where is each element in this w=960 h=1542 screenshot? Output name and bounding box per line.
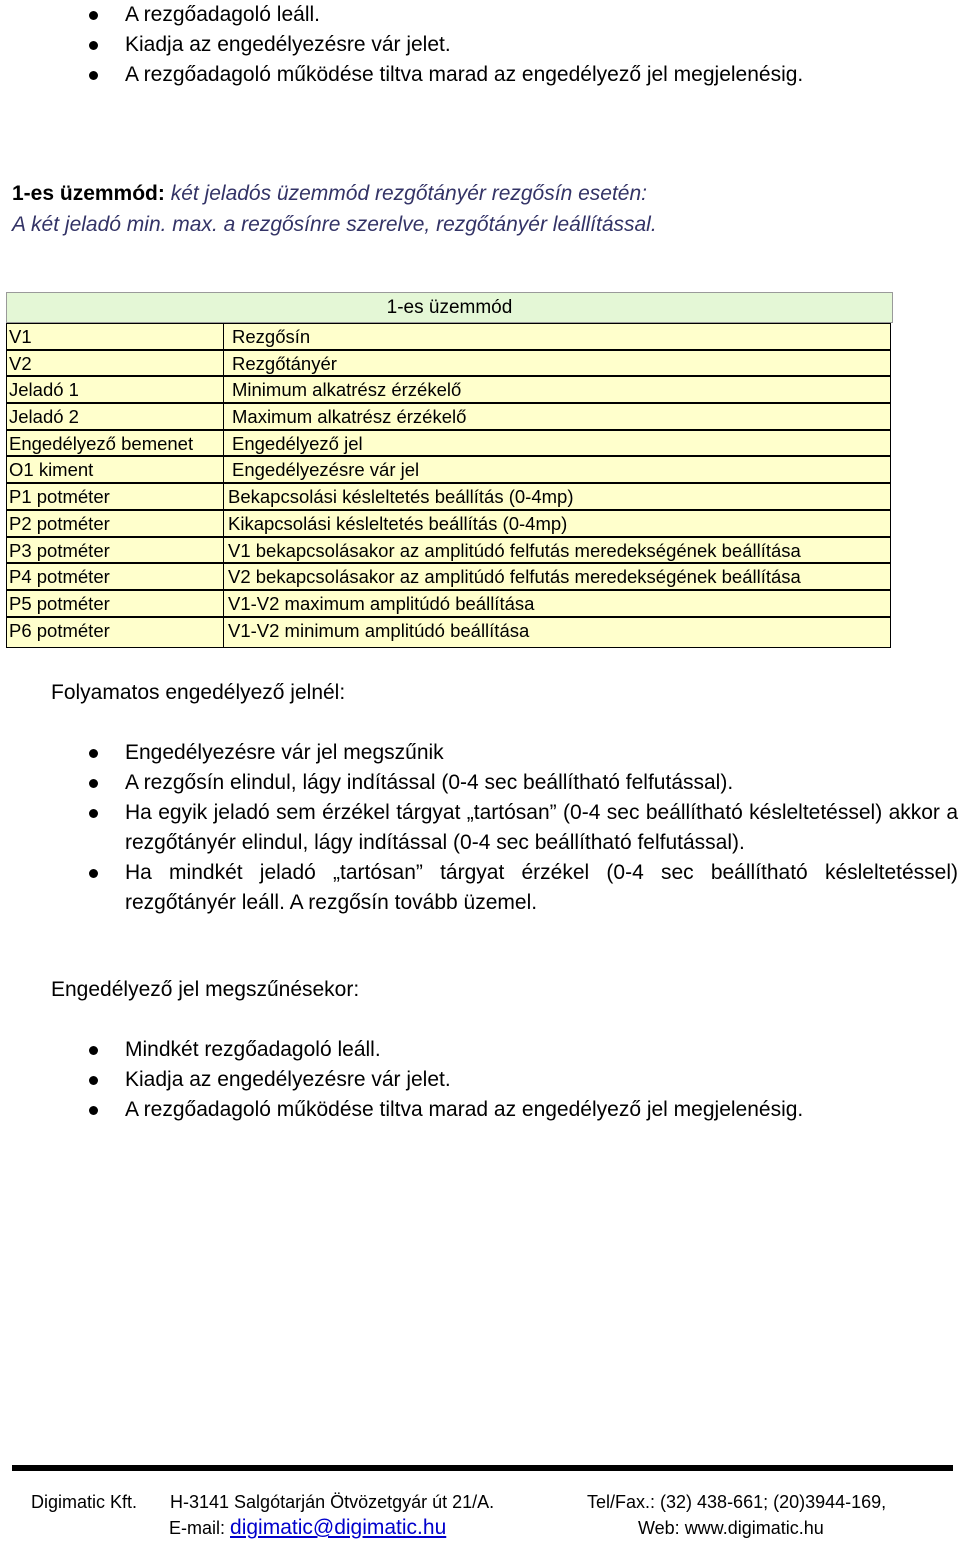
table-cell-name: P4 potméter [6, 563, 224, 590]
table-cell-desc: Maximum alkatrész érzékelő [223, 403, 891, 430]
table-cell-name: Jeladó 2 [6, 403, 224, 430]
footer-email [169, 1514, 446, 1542]
table-cell-desc: Minimum alkatrész érzékelő [223, 376, 891, 403]
list-item: Ha mindkét jeladó „tartósan” tárgyat érzékel (0-4 sec beállítható késleltetéssel) rezgőtányér leáll. A rezgősín tovább üzemel. [0, 858, 960, 918]
footer-web[interactable]: Web: www.digimatic.hu [638, 1518, 824, 1538]
list-item: Kiadja az engedélyezésre vár jelet. [0, 1065, 803, 1095]
table-row [6, 537, 893, 564]
footer-email-label: E-mail: [169, 1518, 231, 1538]
list-item: Engedélyezésre vár jel megszűnik [0, 738, 960, 768]
mode-label: 1-es üzemmód: [12, 182, 165, 205]
continuous-signal-list [0, 738, 960, 918]
list-item: Kiadja az engedélyezésre vár jelet. [0, 30, 803, 60]
table-row [6, 456, 893, 483]
list-item: A rezgősín elindul, lágy indítással (0-4 sec beállítható felfutással). [0, 768, 960, 798]
table-row [6, 617, 893, 648]
table-cell-name: P2 potméter [6, 510, 224, 537]
table-cell-name: Engedélyező bemenet [6, 430, 224, 457]
continuous-signal-heading: Folyamatos engedélyező jelnél: [51, 681, 346, 704]
mode-table [6, 292, 893, 648]
table-cell-desc: V1 bekapcsolásakor az amplitúdó felfutás meredekségének beállítása [223, 537, 891, 564]
list-item: A rezgőadagoló leáll. [0, 0, 803, 30]
email-link[interactable]: digimatic@digimatic.hu [230, 1516, 447, 1539]
table-cell-desc: V1-V2 minimum amplitúdó beállítása [223, 617, 891, 648]
footer-divider [12, 1465, 953, 1471]
table-row [6, 323, 893, 350]
list-item: Ha egyik jeladó sem érzékel tárgyat „tartósan” (0-4 sec beállítható késleltetéssel) akkor a rezgőtányér elindul, lágy indítással (0-4 sec beállítható felfutással). [0, 798, 960, 858]
mode-description [12, 178, 657, 240]
table-row [6, 430, 893, 457]
table-cell-desc: Engedélyezésre vár jel [223, 456, 891, 483]
table-cell-desc: Rezgőtányér [223, 350, 891, 377]
signal-loss-list [0, 1035, 803, 1125]
footer-company: Digimatic Kft. [31, 1492, 138, 1512]
table-row [6, 350, 893, 377]
table-title-text: 1-es üzemmód [386, 297, 513, 318]
table-cell-name: V2 [6, 350, 224, 377]
list-item: A rezgőadagoló működése tiltva marad az engedélyező jel megjelenésig. [0, 60, 803, 90]
top-bullet-list [0, 0, 803, 90]
table-cell-name: P5 potméter [6, 590, 224, 617]
table-cell-name: O1 kiment [6, 456, 224, 483]
table-cell-name: P1 potméter [6, 483, 224, 510]
table-row [6, 510, 893, 537]
footer-address: H-3141 Salgótarján Ötvözetgyár út 21/A. [170, 1492, 495, 1512]
table-cell-desc: V2 bekapcsolásakor az amplitúdó felfutás meredekségének beállítása [223, 563, 891, 590]
table-cell-desc: Bekapcsolási késleltetés beállítás (0-4mp) [223, 483, 891, 510]
mode-mounting: A két jeladó min. max. a rezgősínre szerelve, rezgőtányér leállítással. [12, 213, 657, 236]
table-row [6, 403, 893, 430]
mode-summary: két jeladós üzemmód rezgőtányér rezgősín esetén: [164, 182, 647, 205]
table-cell-name: P6 potméter [6, 617, 224, 648]
table-cell-name: Jeladó 1 [6, 376, 224, 403]
list-item: Mindkét rezgőadagoló leáll. [0, 1035, 803, 1065]
footer-phone: Tel/Fax.: (32) 438-661; (20)3944-169, [587, 1492, 887, 1512]
table-cell-name: P3 potméter [6, 537, 224, 564]
table-cell-desc: Kikapcsolási késleltetés beállítás (0-4mp) [223, 510, 891, 537]
table-row [6, 483, 893, 510]
table-cell-name: V1 [6, 323, 224, 350]
table-cell-desc: V1-V2 maximum amplitúdó beállítása [223, 590, 891, 617]
signal-loss-heading: Engedélyező jel megszűnésekor: [51, 978, 360, 1001]
mode-description-line2 [12, 209, 657, 240]
mode-description-line1 [12, 178, 657, 209]
table-row [6, 590, 893, 617]
table-title [6, 292, 893, 323]
table-cell-desc: Rezgősín [223, 323, 891, 350]
table-row [6, 376, 893, 403]
list-item: A rezgőadagoló működése tiltva marad az engedélyező jel megjelenésig. [0, 1095, 803, 1125]
table-cell-desc: Engedélyező jel [223, 430, 891, 457]
table-row [6, 563, 893, 590]
